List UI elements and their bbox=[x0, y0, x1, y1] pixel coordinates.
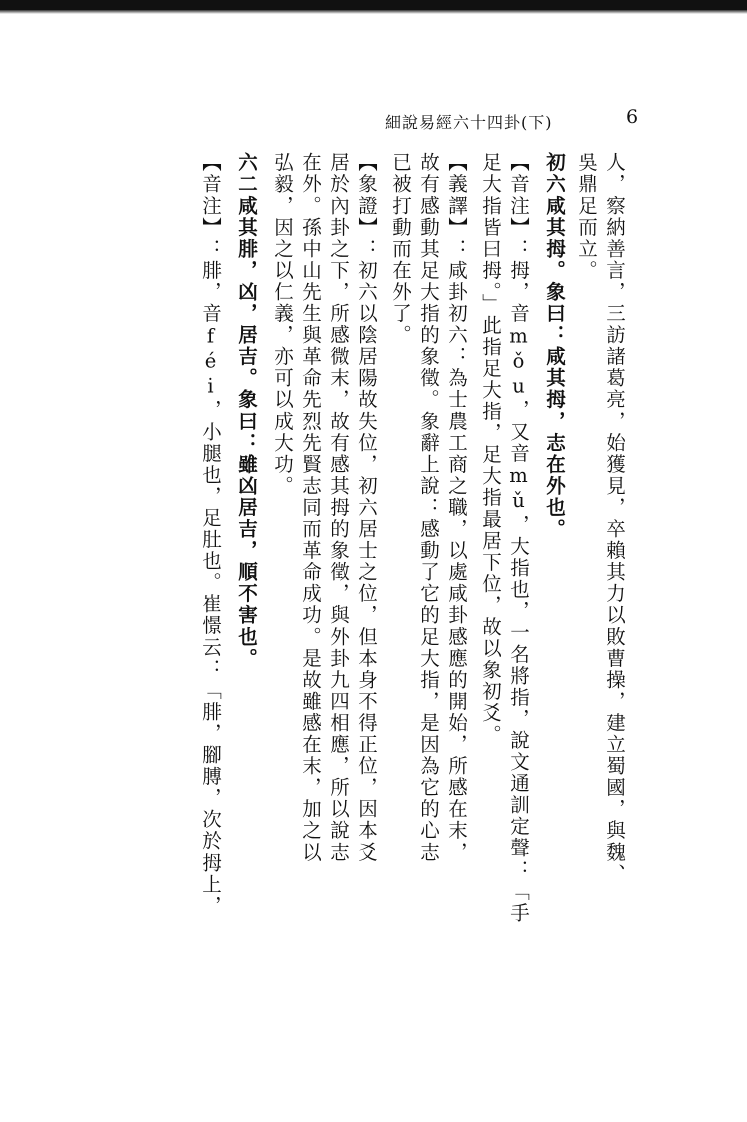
top-border-shadow bbox=[0, 10, 747, 14]
text-column: 故有感動其足大指的象徵。象辭上說：感動了它的足大指，是因為它的心志 bbox=[417, 152, 440, 864]
text-column: 在外。孫中山先生與革命先烈先賢志同而革命成功。是故雖感在末，加之以 bbox=[299, 152, 322, 864]
text-column: 人，察納善言，三訪諸葛亮，始獲見，卒賴其力以敗曹操，建立蜀國，與魏、 bbox=[603, 152, 626, 885]
text-column: 【音注】：腓，音féi，小腿也，足肚也。崔憬云：「腓，腳膊，次於拇上， bbox=[199, 152, 222, 917]
text-column: 【象證】：初六以陰居陽故失位，初六居士之位，但本身不得正位，因本爻 bbox=[355, 152, 378, 864]
text-column: 【音注】：拇，音mǒu，又音mǔ，大指也，一名將指，說文通訓定聲：「手 bbox=[507, 152, 530, 924]
running-title: 細說易經六十四卦(下) bbox=[385, 113, 553, 132]
text-column: 弘毅，因之以仁義，亦可以成大功。 bbox=[271, 152, 294, 497]
top-border-rule bbox=[0, 0, 747, 10]
page-number: 6 bbox=[626, 106, 639, 128]
text-column: 居於內卦之下，所感微末，故有感其拇的象徵，與外卦九四相應，所以說志 bbox=[327, 152, 350, 864]
vertical-text-block bbox=[120, 152, 628, 1012]
text-column: 足大指皆曰拇。」此指足大指，足大指最居下位，故以象初爻。 bbox=[479, 152, 502, 746]
hexagram-line-heading: 六二咸其腓，凶，居吉。象曰：雖凶居吉，順不害也。 bbox=[235, 152, 258, 670]
hexagram-line-heading: 初六咸其拇。象曰：咸其拇，志在外也。 bbox=[543, 152, 566, 540]
text-column: 已被打動而在外了。 bbox=[389, 152, 412, 346]
text-column: 【義譯】：咸卦初六：為士農工商之職，以處咸卦感應的開始，所感在末， bbox=[445, 152, 468, 864]
text-column: 吳鼎足而立。 bbox=[575, 152, 598, 282]
